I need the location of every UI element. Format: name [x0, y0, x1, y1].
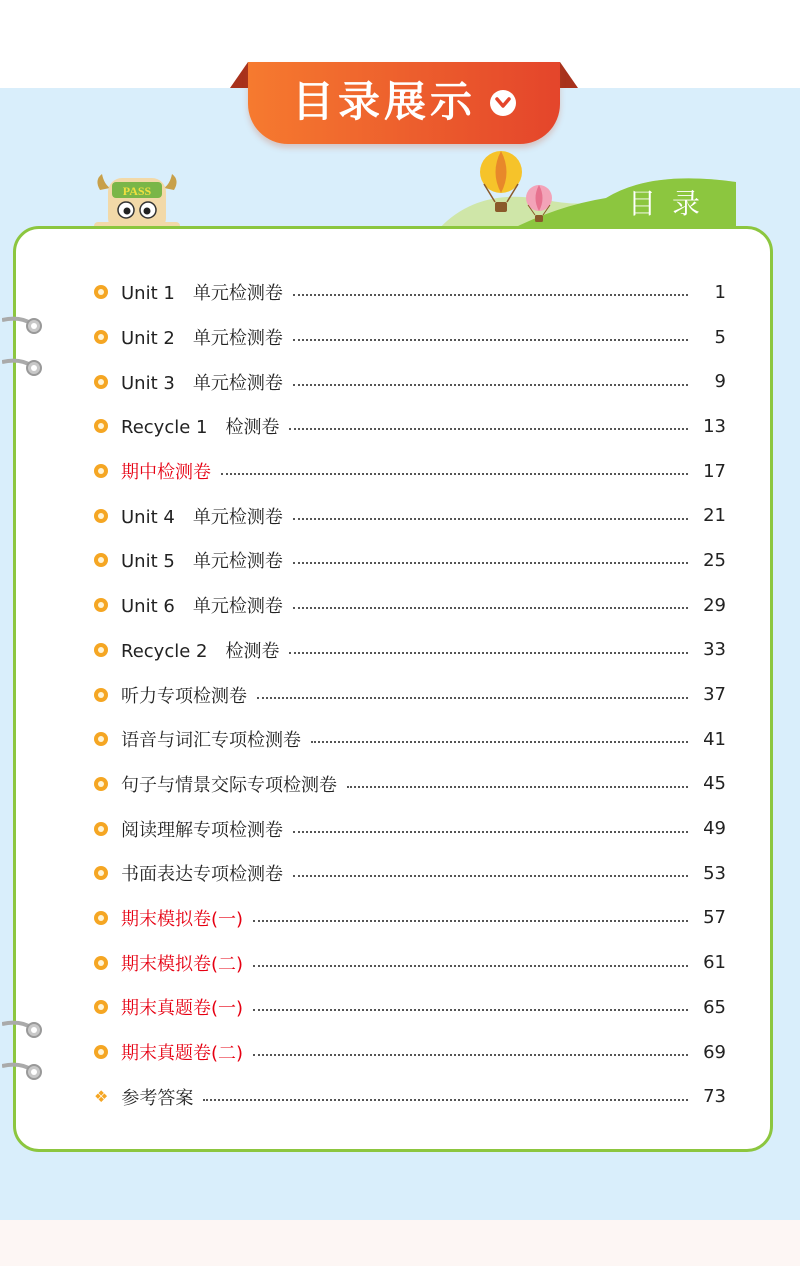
toc-entry-label: 期末真题卷(一): [121, 998, 244, 1020]
bullet-icon: [94, 464, 108, 478]
bullet-icon: [94, 553, 108, 567]
toc-entry[interactable]: [94, 940, 726, 985]
toc-entry-page: 9: [714, 371, 726, 393]
banner-fold-right: [560, 62, 578, 88]
toc-entry[interactable]: [94, 851, 726, 896]
toc-entry-page: 65: [703, 996, 726, 1018]
toc-entry-page: 13: [703, 415, 726, 437]
toc-entry[interactable]: [94, 896, 726, 941]
toc-entry[interactable]: [94, 762, 726, 807]
bullet-icon: [94, 285, 108, 299]
table-of-contents: [94, 270, 726, 1119]
toc-entry-label: 期末模拟卷(一): [121, 908, 244, 930]
leader-dots: [293, 384, 688, 386]
toc-entry[interactable]: [94, 270, 726, 315]
leader-dots: [311, 741, 688, 743]
bullet-icon: [94, 732, 108, 746]
toc-entry-page: 5: [714, 326, 726, 348]
binder-ring-icon: [2, 1018, 42, 1042]
leader-dots: [293, 831, 688, 833]
leader-dots: [293, 518, 688, 520]
bullet-icon: [94, 598, 108, 612]
toc-entry-label: 期中检测卷: [121, 462, 211, 484]
bullet-icon: [94, 956, 108, 970]
banner-fold-left: [230, 62, 248, 88]
binder-ring-icon: [2, 1060, 42, 1084]
leader-dots: [293, 875, 688, 877]
leader-dots: [257, 697, 688, 699]
toc-entry-label: Unit 6 单元检测卷: [121, 596, 283, 618]
toc-entry[interactable]: [94, 806, 726, 851]
leader-dots: [293, 562, 688, 564]
mascot-badge: PASS: [122, 184, 152, 198]
toc-entry-page: 17: [703, 460, 726, 482]
toc-entry-page: 57: [703, 907, 726, 929]
bullet-icon: [94, 330, 108, 344]
leader-dots: [221, 473, 688, 475]
bullet-icon: [94, 1045, 108, 1059]
leader-dots: [203, 1099, 688, 1101]
toc-entry-label: Recycle 1 检测卷: [121, 417, 280, 439]
bullet-icon: [94, 375, 108, 389]
page-footer-strip: [0, 1220, 800, 1266]
title-banner: [248, 62, 560, 144]
bullet-icon: [94, 509, 108, 523]
toc-entry-page: 49: [703, 818, 726, 840]
toc-entry-label: 句子与情景交际专项检测卷: [121, 774, 337, 796]
toc-entry[interactable]: [94, 672, 726, 717]
toc-entry[interactable]: [94, 493, 726, 538]
bullet-icon: [94, 777, 108, 791]
toc-entry[interactable]: [94, 1074, 726, 1119]
leader-dots: [289, 428, 688, 430]
toc-entry-label: Recycle 2 检测卷: [121, 640, 280, 662]
hot-air-balloon-icon: [478, 150, 524, 220]
toc-entry-page: 33: [703, 639, 726, 661]
toc-entry-page: 21: [703, 505, 726, 527]
toc-entry-label: Unit 1 单元检测卷: [121, 283, 283, 305]
leader-dots: [293, 607, 688, 609]
leader-dots: [347, 786, 688, 788]
toc-entry[interactable]: [94, 404, 726, 449]
toc-entry-label: 期末真题卷(二): [121, 1043, 244, 1065]
toc-entry-label: Unit 2 单元检测卷: [121, 328, 283, 350]
bullet-icon: [94, 1000, 108, 1014]
toc-entry[interactable]: [94, 449, 726, 494]
bullet-icon: [94, 822, 108, 836]
leader-dots: [253, 965, 688, 967]
bullet-icon: [94, 866, 108, 880]
leader-dots: [253, 920, 688, 922]
binder-ring-icon: [2, 314, 42, 338]
toc-entry-page: 29: [703, 594, 726, 616]
diamond-bullet-icon: ❖: [94, 1086, 109, 1106]
toc-entry-page: 37: [703, 684, 726, 706]
toc-entry[interactable]: [94, 538, 726, 583]
banner-title: 目录展示: [292, 77, 477, 126]
bullet-icon: [94, 643, 108, 657]
toc-entry-label: 期末模拟卷(二): [121, 953, 244, 975]
toc-entry-label: 参考答案: [121, 1087, 194, 1109]
toc-entry-label: Unit 4 单元检测卷: [121, 506, 283, 528]
hot-air-balloon-small-icon: [524, 184, 554, 228]
toc-entry[interactable]: [94, 985, 726, 1030]
toc-entry-label: 听力专项检测卷: [121, 685, 247, 707]
toc-entry-page: 69: [703, 1041, 726, 1063]
toc-entry-page: 41: [703, 728, 726, 750]
toc-entry-page: 73: [703, 1086, 726, 1108]
toc-entry-label: 书面表达专项检测卷: [121, 864, 283, 886]
leader-dots: [293, 294, 688, 296]
toc-entry[interactable]: [94, 717, 726, 762]
toc-entry-page: 45: [703, 773, 726, 795]
bullet-icon: [94, 688, 108, 702]
bullet-icon: [94, 911, 108, 925]
toc-entry-label: Unit 5 单元检测卷: [121, 551, 283, 573]
toc-entry-label: 语音与词汇专项检测卷: [121, 730, 301, 752]
toc-entry[interactable]: [94, 583, 726, 628]
toc-entry-page: 61: [703, 952, 726, 974]
toc-entry[interactable]: [94, 1030, 726, 1075]
toc-entry-label: Unit 3 单元检测卷: [121, 372, 283, 394]
leader-dots: [253, 1054, 688, 1056]
toc-entry-page: 25: [703, 549, 726, 571]
toc-entry-label: 阅读理解专项检测卷: [121, 819, 283, 841]
mascot-icon: [92, 170, 182, 232]
chevron-down-icon: [490, 90, 516, 116]
toc-entry[interactable]: [94, 359, 726, 404]
toc-entry[interactable]: [94, 628, 726, 673]
leader-dots: [293, 339, 688, 341]
leader-dots: [289, 652, 688, 654]
binder-ring-icon: [2, 356, 42, 380]
bullet-icon: [94, 419, 108, 433]
leader-dots: [253, 1009, 688, 1011]
toc-entry-page: 53: [703, 862, 726, 884]
toc-entry[interactable]: [94, 315, 726, 360]
tab-label: 目录: [628, 187, 717, 220]
toc-entry-page: 1: [714, 281, 726, 303]
